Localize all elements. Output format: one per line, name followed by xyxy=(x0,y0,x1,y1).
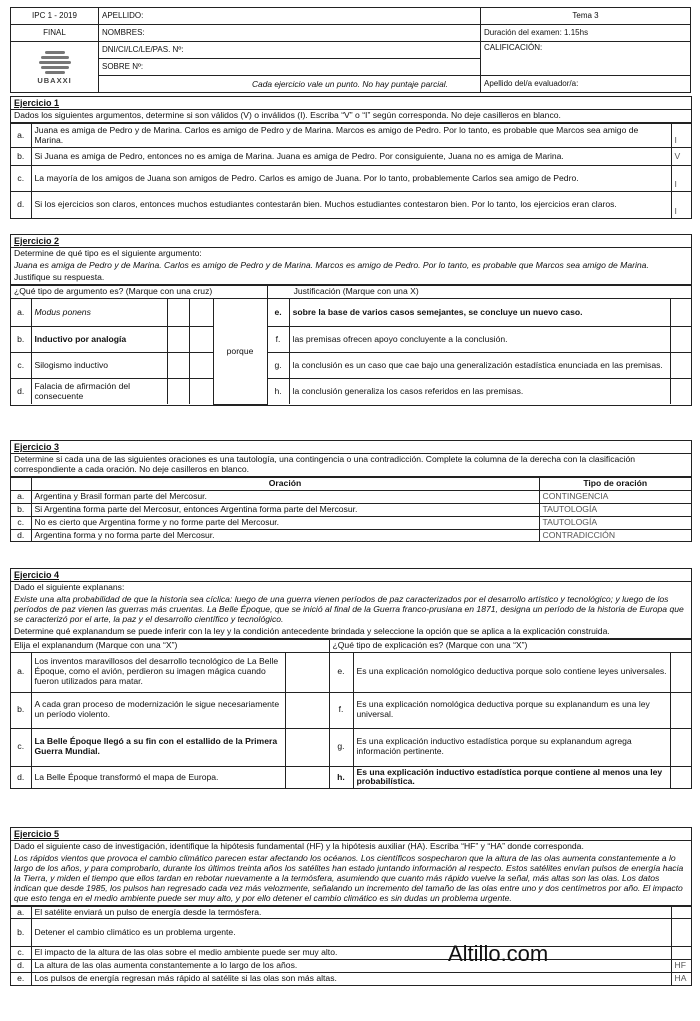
exercise-instructions: Dado el siguiente caso de investigación, identifique la hipótesis fundamental (HF) y la hipótesis auxiliar (HA). Escriba “HF” y “HA” donde corresponda. xyxy=(14,841,584,852)
item-letter: c. xyxy=(11,166,31,192)
sobre-field[interactable]: SOBRE Nº: xyxy=(99,59,481,76)
item-letter: b. xyxy=(11,692,31,728)
item-letter: b. xyxy=(11,919,31,947)
justification-option: la conclusión es un caso que cae bajo una generalización estadística enunciada en las premisas. xyxy=(289,352,671,378)
answer-cell[interactable]: I xyxy=(671,124,691,148)
mark-box[interactable] xyxy=(189,326,213,352)
argument-text: Si Juana es amiga de Pedro, entonces no es amiga de Marina. Juana es amiga de Pedro. Por consiguiente, Juana no es amiga de Marina. xyxy=(31,148,671,166)
explanans-text: Existe una alta probabilidad de que la historia sea cíclica: luego de una guerra vienen períodos de paz caracterizados por el desarrollo artístico y tecnológico; y luego de los períodos de paz vienen las guerras más cruentas. La Belle Époque, que se inició al final de la Guerra franco-prusiana en 1871, designa un período de la historia de Europa que se caracterizó por el arte, la paz y el desarrollo científico y tecnológico. xyxy=(14,594,684,624)
item-letter: a. xyxy=(11,124,31,148)
item-letter: a. xyxy=(11,906,31,919)
argument-type-option: Silogismo inductivo xyxy=(31,352,167,378)
exercise-title: Ejercicio 1 xyxy=(11,97,691,110)
mark-box[interactable] xyxy=(167,326,189,352)
mark-box[interactable] xyxy=(671,728,691,766)
dni-field[interactable]: DNI/CI/LC/LE/PAS. Nº: xyxy=(99,42,481,59)
justification-option: sobre la base de varios casos semejantes, se concluye un nuevo caso. xyxy=(289,298,671,326)
item-letter: d. xyxy=(11,529,31,541)
answer-cell[interactable]: TAUTOLOGÍA xyxy=(539,503,691,516)
item-letter: g. xyxy=(329,728,353,766)
explanation-option: Es una explicación nomológico deductiva porque solo contiene leyes universales. xyxy=(353,652,671,692)
item-letter: f. xyxy=(329,692,353,728)
item-letter: a. xyxy=(11,298,31,326)
argument-type-option: Modus ponens xyxy=(31,298,167,326)
argument-type-option: Falacia de afirmación del consecuente xyxy=(31,378,167,404)
exercise-2 xyxy=(10,234,692,406)
exam-type-label: FINAL xyxy=(11,25,99,42)
exercise-1 xyxy=(10,96,692,219)
mark-box[interactable] xyxy=(189,298,213,326)
justification-option: las premisas ofrecen apoyo concluyente a la conclusión. xyxy=(289,326,671,352)
item-letter: c. xyxy=(11,516,31,529)
explanation-option: Es una explicación inductivo estadística porque contiene al menos una ley probabilística. xyxy=(353,766,671,788)
mark-box[interactable] xyxy=(671,766,691,788)
exercise-3 xyxy=(10,440,692,542)
calificacion-field[interactable]: CALIFICACIÓN: xyxy=(481,42,691,76)
answer-cell[interactable] xyxy=(671,906,691,919)
exercise-title: Ejercicio 5 xyxy=(11,828,691,841)
sentence-text: Argentina forma y no forma parte del Mercosur. xyxy=(31,529,539,541)
mark-box[interactable] xyxy=(671,378,691,404)
question-row xyxy=(11,124,691,148)
answer-cell[interactable] xyxy=(671,919,691,947)
mark-box[interactable] xyxy=(189,352,213,378)
scoring-note: Cada ejercicio vale un punto. No hay puntaje parcial. xyxy=(251,79,448,89)
statement-text: Los pulsos de energía regresan más rápido al satélite si las olas son más altas. xyxy=(31,973,671,985)
nombres-field[interactable]: NOMBRES: xyxy=(99,25,481,42)
argument-text: Juana es amiga de Pedro y de Marina. Carlos es amigo de Pedro y de Marina. Marcos es amigo de Pedro. Por lo tanto, es probable que Marcos sea amigo de Marina. xyxy=(14,260,649,271)
mark-box[interactable] xyxy=(671,652,691,692)
item-letter: e. xyxy=(267,298,289,326)
item-letter: b. xyxy=(11,148,31,166)
item-letter: b. xyxy=(11,326,31,352)
item-letter: e. xyxy=(329,652,353,692)
question-row xyxy=(11,192,691,218)
answer-cell[interactable]: HF xyxy=(671,960,691,973)
explanandum-option: La Belle Époque llegó a su fin con el estallido de la Primera Guerra Mundial. xyxy=(31,728,285,766)
item-letter: d. xyxy=(11,960,31,973)
justification-option: la conclusión generaliza los casos referidos en las premisas. xyxy=(289,378,671,404)
statement-text: Detener el cambio climático es un problema urgente. xyxy=(31,919,671,947)
item-letter: h. xyxy=(329,766,353,788)
item-letter: d. xyxy=(11,766,31,788)
logo-text: UBAXXI xyxy=(37,75,72,85)
tema-label: Tema 3 xyxy=(481,8,691,25)
column-header-explanation: ¿Qué tipo de explicación es? (Marque con una “X”) xyxy=(329,639,691,652)
column-header-oracion: Oración xyxy=(31,478,539,491)
exercise-instructions: Determine si cada una de las siguientes oraciones es una tautología, una contingencia o una contradicción. Complete la columna de la derecha con la clasificación correspondiente a cada oración. No deje casilleros en blanco. xyxy=(11,454,691,477)
question-row xyxy=(11,148,691,166)
sentence-text: No es cierto que Argentina forme y no forme parte del Mercosur. xyxy=(31,516,539,529)
argument-type-option: Inductivo por analogía xyxy=(31,326,167,352)
column-header-justification: Justificación (Marque con una X) xyxy=(267,285,691,298)
statement-text: El impacto de la altura de las olas sobre el medio ambiente puede ser muy alto. xyxy=(31,947,671,960)
watermark-text: Altillo.com xyxy=(448,941,549,966)
exercise-intro: Dado el siguiente explanans: xyxy=(14,582,125,593)
item-letter: d. xyxy=(11,378,31,404)
argument-text: Si los ejercicios son claros, entonces muchos estudiantes contestarán bien. Muchos estudiantes contestaron bien. Por lo tanto, los ejercicios eran claros. xyxy=(31,192,671,218)
answer-cell[interactable] xyxy=(671,947,691,960)
mark-box[interactable] xyxy=(285,652,329,692)
column-header-explanandum: Elija el explanandum (Marque con una “X”) xyxy=(11,639,329,652)
exercise-instructions: Determine de qué tipo es el siguiente argumento: xyxy=(14,248,202,259)
column-header-type: ¿Qué tipo de argumento es? (Marque con una cruz) xyxy=(11,285,267,298)
item-letter: a. xyxy=(11,652,31,692)
logo-icon xyxy=(33,49,77,75)
item-letter: f. xyxy=(267,326,289,352)
explanandum-option: A cada gran proceso de modernización le sigue necesariamente un período violento. xyxy=(31,692,285,728)
item-letter: d. xyxy=(11,192,31,218)
exercise-title: Ejercicio 3 xyxy=(11,441,691,454)
answer-cell[interactable]: I xyxy=(671,192,691,218)
answer-cell[interactable]: CONTINGENCIA xyxy=(539,490,691,503)
item-letter: b. xyxy=(11,503,31,516)
exercise-5 xyxy=(10,827,692,986)
explanandum-option: La Belle Époque transformó el mapa de Europa. xyxy=(31,766,285,788)
statement-text: La altura de las olas aumenta constantemente a lo largo de los años. xyxy=(31,960,671,973)
answer-cell[interactable]: HA xyxy=(671,973,691,985)
mark-box[interactable] xyxy=(285,728,329,766)
mark-box[interactable] xyxy=(167,378,189,404)
item-letter: a. xyxy=(11,490,31,503)
argument-text: Juana es amiga de Pedro y de Marina. Carlos es amigo de Pedro y de Marina. Marcos es amigo de Pedro. Por lo tanto, es probable que Marcos sea amigo de Marina. xyxy=(31,124,671,148)
explanation-option: Es una explicación inductivo estadística porque su explanandum agrega información pertinente. xyxy=(353,728,671,766)
answer-cell[interactable]: CONTRADICCIÓN xyxy=(539,529,691,541)
exercise-instructions: Dados los siguientes argumentos, determine si son válidos (V) o inválidos (I). Escriba “V” o “I” según corresponda. No deje casilleros en blanco. xyxy=(11,110,691,123)
mark-box[interactable] xyxy=(285,692,329,728)
mark-box[interactable] xyxy=(189,378,213,404)
answer-cell[interactable]: V xyxy=(671,148,691,166)
mark-box[interactable] xyxy=(285,766,329,788)
mark-box[interactable] xyxy=(671,692,691,728)
answer-cell[interactable]: I xyxy=(671,166,691,192)
exercise-title: Ejercicio 4 xyxy=(11,569,691,582)
exercise-title: Ejercicio 2 xyxy=(11,235,691,248)
sentence-text: Si Argentina forma parte del Mercosur, entonces Argentina forma parte del Mercosur. xyxy=(31,503,539,516)
mark-box[interactable] xyxy=(167,298,189,326)
evaluador-field[interactable]: Apellido del/a evaluador/a: xyxy=(481,76,691,93)
exercise-4 xyxy=(10,568,692,789)
item-letter: c. xyxy=(11,947,31,960)
explanandum-option: Los inventos maravillosos del desarrollo tecnológico de La Belle Époque, como el avión, perdieron su imagen mágica cuando fueron utilizados para matar. xyxy=(31,652,285,692)
mark-box[interactable] xyxy=(671,352,691,378)
column-header-tipo: Tipo de oración xyxy=(539,478,691,491)
case-text: Los rápidos vientos que provoca el cambio climático parecen estar afectando los océanos. Los científicos sospecharon que la altura de las olas aumenta constantemente a lo largo de los años, y para comprobarlo, durante los últimos treinta años los satélites han estado juntando información al respecto. Estos satélites envían pulsos de energía hacia la Tierra, y miden el tiempo que ellos tardan en rebotar nuevamente a la termósfera, asumiendo que cuanto más rápido vuelve la señal, más altas son las olas. Los datos indican que desde 1985, los pulsos han regresado cada vez más velozmente, señalando un incremento del tamaño de las olas entre uno y dos centímetros por año. El impacto que esto tenga en el medio ambiente puede ser muy alto, y por ello detener el cambio climático es sin dudas un problema urgente. xyxy=(11,853,691,905)
porque-label: porque xyxy=(213,298,267,404)
item-letter: g. xyxy=(267,352,289,378)
mark-box[interactable] xyxy=(671,326,691,352)
item-letter: c. xyxy=(11,352,31,378)
item-letter: c. xyxy=(11,728,31,766)
exercise-question: Determine qué explanandum se puede inferir con la ley y la condición antecedente brindada y seleccione la opción que se aplica a la explicación construida. xyxy=(11,626,691,639)
apellido-field[interactable]: APELLIDO: xyxy=(99,8,481,25)
mark-box[interactable] xyxy=(167,352,189,378)
mark-box[interactable] xyxy=(671,298,691,326)
explanation-option: Es una explicación nomológica deductiva porque su explanandum es una ley universal. xyxy=(353,692,671,728)
item-letter: e. xyxy=(11,973,31,985)
question-row xyxy=(11,166,691,192)
duracion-label: Duración del examen: 1.15hs xyxy=(481,25,691,42)
item-letter: h. xyxy=(267,378,289,404)
justify-instruction: Justifique su respuesta. xyxy=(11,272,691,285)
course-label: IPC 1 - 2019 xyxy=(11,8,99,25)
argument-text: La mayoría de los amigos de Juana son amigos de Pedro. Carlos es amigo de Juana. Por lo tanto, probablemente Carlos sea amigo de Pedro. xyxy=(31,166,671,192)
statement-text: El satélite enviará un pulso de energía desde la termósfera. xyxy=(31,906,671,919)
answer-cell[interactable]: TAUTOLOGÍA xyxy=(539,516,691,529)
sentence-text: Argentina y Brasil forman parte del Mercosur. xyxy=(31,490,539,503)
